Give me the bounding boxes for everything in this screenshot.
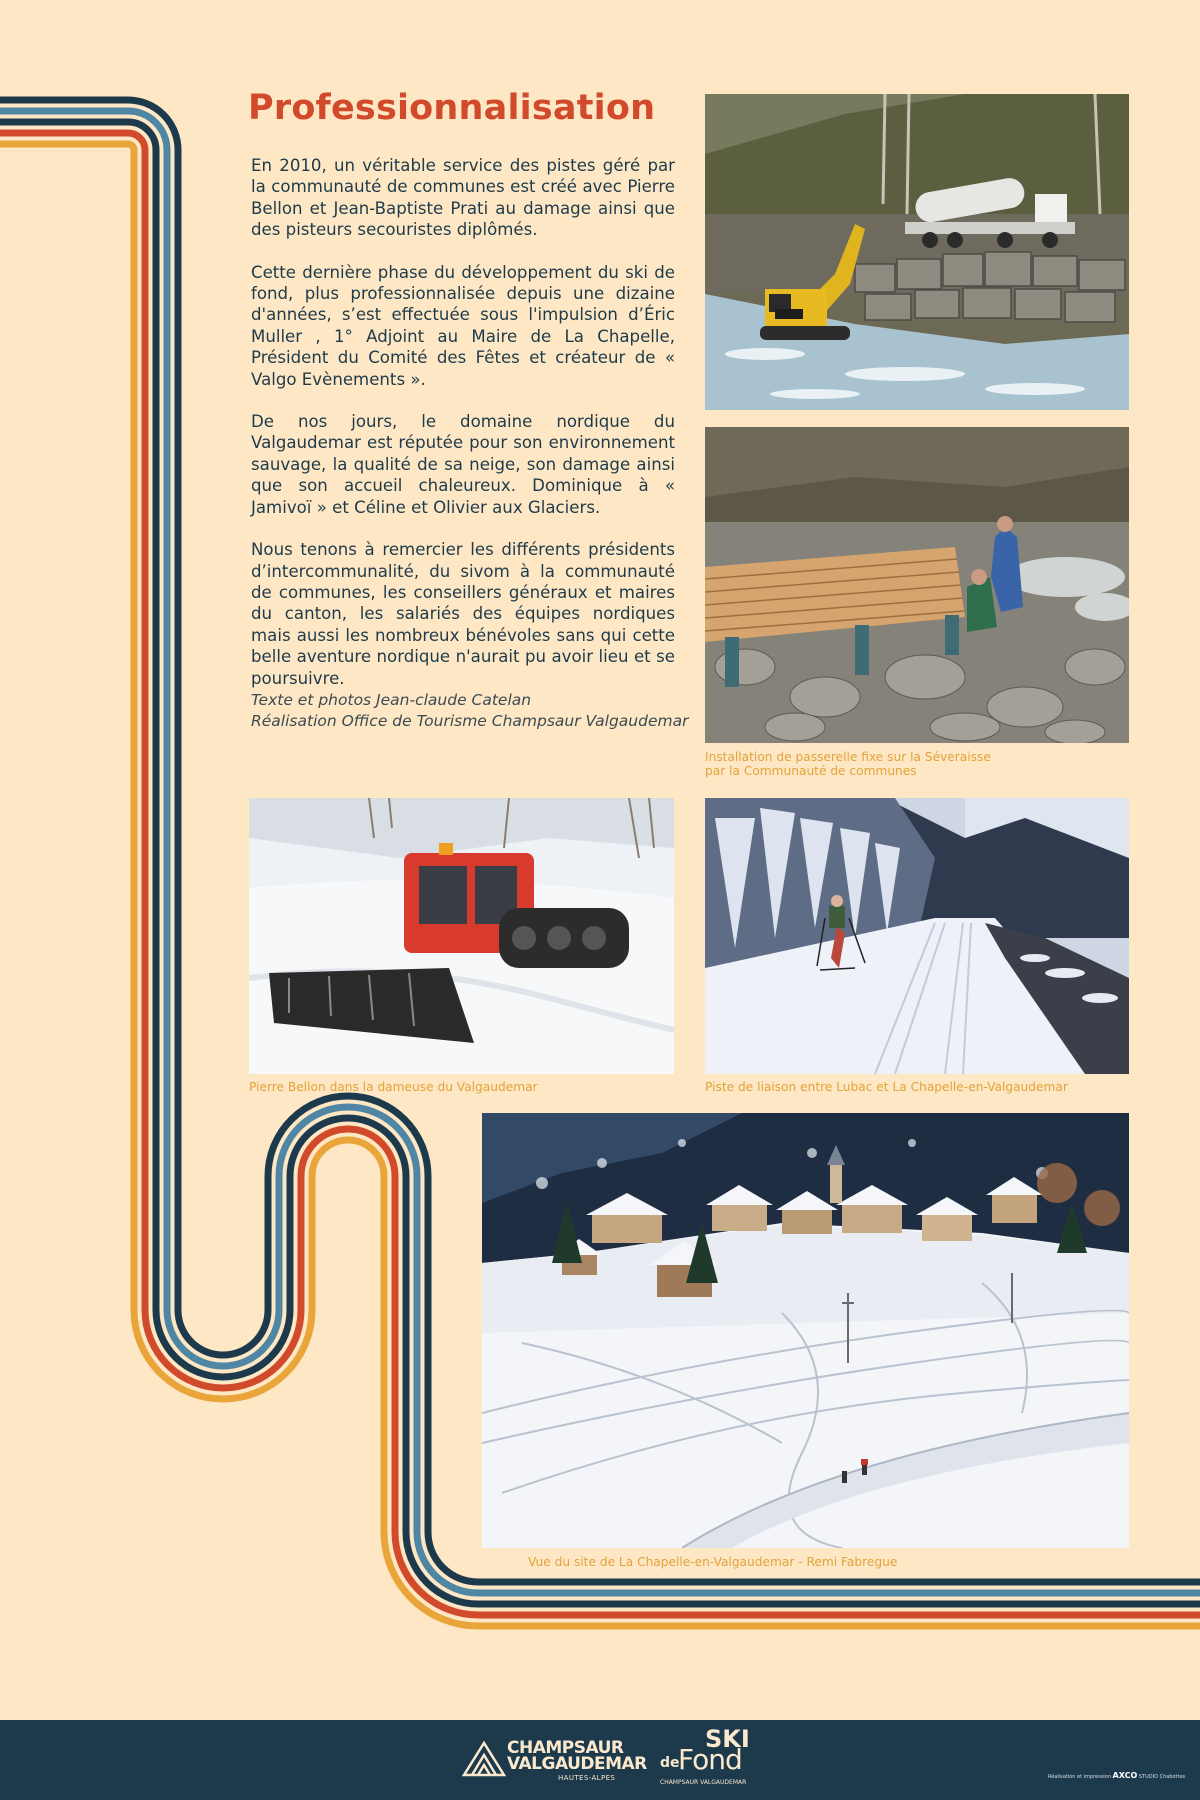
- caption-passerelle-line-1: Installation de passerelle fixe sur la Séveraisse: [705, 750, 991, 764]
- print-credit-brand: AXCO: [1112, 1771, 1138, 1780]
- print-credit-suffix: STUDIO Chabottes: [1138, 1774, 1186, 1780]
- caption-passerelle-line-2: par la Communauté de communes: [705, 763, 917, 778]
- ski-de-fond-logo: [658, 1725, 750, 1789]
- credits-line-2: Réalisation Office de Tourisme Champsaur Valgaudemar: [251, 712, 689, 730]
- logo-line-1: CHAMPSAUR: [507, 1738, 624, 1758]
- logo-line-2: VALGAUDEMAR: [507, 1754, 647, 1774]
- body-text: [251, 155, 675, 710]
- photo-village-view: [482, 1113, 1129, 1548]
- paragraph-3: De nos jours, le domaine nordique du Valgaudemar est réputée pour son environnement sauvage, la qualité de sa neige, son damage ainsi que son accueil chaleureux. Dominique à « Jamivoï » et Céline et Olivier aux Glaciers.: [251, 412, 675, 517]
- caption-village: Vue du site de La Chapelle-en-Valgaudemar - Remi Fabregue: [528, 1555, 898, 1569]
- paragraph-2: Cette dernière phase du développement du ski de fond, plus professionnalisée depuis une dizaine d'années, s’est effectuée sous l'impulsion d’Éric Muller , 1° Adjoint au Maire de La Chapelle, Président du Comité des Fêtes et créateur de « Valgo Evènements ».: [251, 262, 675, 389]
- de-word: de: [660, 1755, 680, 1771]
- ski-word: SKI: [705, 1725, 750, 1753]
- paragraph-1: En 2010, un véritable service des pistes géré par la communauté de communes est créé avec Pierre Bellon et Jean-Baptiste Prati au damage ainsi que des pisteurs secouristes diplômés.: [251, 156, 675, 240]
- print-credit: [1048, 1771, 1185, 1780]
- champsaur-valgaudemar-logo: [462, 1733, 647, 1787]
- credits-line-1: Texte et photos Jean-claude Catelan: [251, 691, 532, 709]
- fond-word: Fond: [678, 1743, 742, 1776]
- caption-passerelle: [705, 751, 991, 778]
- photo-snow-groomer: [249, 798, 674, 1074]
- ski-sub: CHAMPSAUR VALGAUDEMAR: [660, 1779, 747, 1786]
- paragraph-4: Nous tenons à remercier les différents présidents d’intercommunalité, du sivom à la communauté de communes, les conseillers généraux et maires du canton, les salariés des équipes nordiques mais aussi les nombreux bénévoles sans qui cette belle aventure nordique n'aurait pu avoir lieu et se poursuivre.: [251, 540, 675, 688]
- photo-link-trail: [705, 798, 1129, 1074]
- caption-piste: Piste de liaison entre Lubac et La Chapelle-en-Valgaudemar: [705, 1080, 1068, 1094]
- page-title: Professionnalisation: [248, 88, 656, 128]
- photo-construction-site: [705, 94, 1129, 410]
- mountain-logo-icon: [462, 1737, 506, 1781]
- photo-footbridge-installation: [705, 427, 1129, 743]
- logo-line-3: HAUTES-ALPES: [558, 1774, 616, 1782]
- credits: [251, 690, 689, 732]
- print-credit-prefix: Réalisation et impression: [1048, 1774, 1111, 1780]
- caption-dameuse: Pierre Bellon dans la dameuse du Valgaudemar: [249, 1080, 538, 1094]
